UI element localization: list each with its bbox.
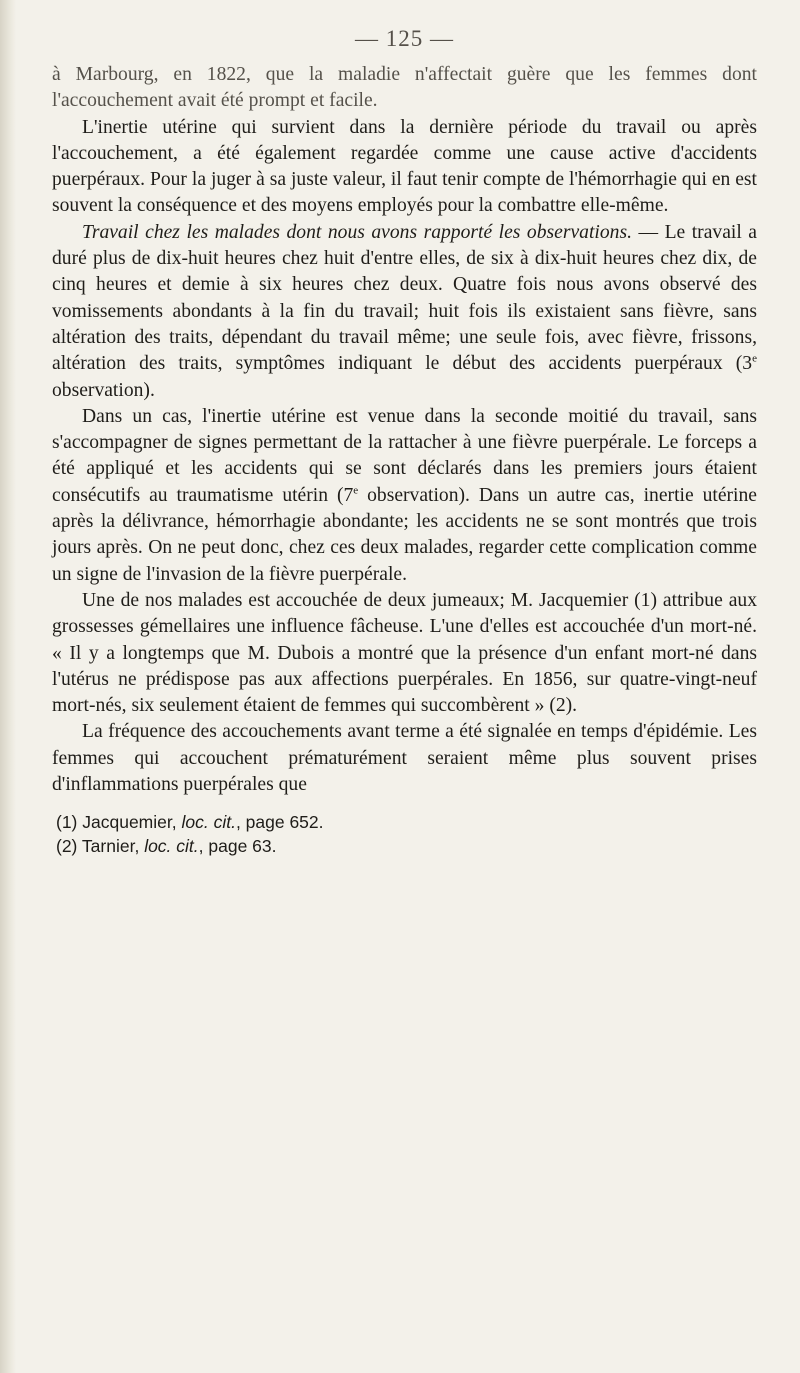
paragraph-premature: La fréquence des accouchements avant terme a été signalée en temps d'épidémie. Les femmes qui accouchent prématurément seraient même plus souvent prises d'inflammations puerpérales que: [52, 721, 757, 796]
paragraph-forceps-a: Dans un cas, l'inertie utérine est venue dans la seconde moitié du travail, sans s'accompagner de signes permettant de la rattacher à une fièvre puerpérale. Le forceps a été appliqué et les accidents qui se sont déclarés dans les premiers jours étaient consécutifs au traumatisme utérin (7: [52, 405, 757, 506]
paragraph-labour-end: observation).: [52, 379, 155, 401]
footnote-2: (2) Tarnier, loc. cit., page 63.: [56, 836, 277, 857]
paragraph-twins: Une de nos malades est accouchée de deux jumeaux; M. Jacquemier (1) attribue aux grossesses gémellaires une influence fâcheuse. L'une d'elles est accouchée d'un mort-né. « Il y a longtemps que M. Dubois a montré que la présence d'un enfant mort-né dans l'utérus ne prédispose pas aux affections puerpérales. En 1856, sur quatre-vingt-neuf mort-nés, six seulement étaient de femmes qui succombèrent » (2).: [52, 589, 757, 717]
page-edge-shadow: [0, 0, 16, 1373]
superscript: e: [353, 484, 359, 497]
paragraph-labour-body: — Le travail a duré plus de dix-huit heures chez huit d'entre elles, de six à dix-huit heures chez dix, de cinq heures et demie à six heures chez deux. Quatre fois nous avons observé des vomissements abondants à la fin du travail; huit fois ils existaient sans fièvre, sans altération des traits, dépendant du travail même; une seule fois, avec fièvre, frissons, altération des traits, symptômes indiquant le début des accidents puerpéraux (3: [52, 221, 757, 375]
superscript: e: [752, 352, 757, 365]
paragraph-forceps-b: observation). Dans un autre cas, inertie utérine après la délivrance, hémorrhagie abondante; les accidents ne se sont montrés que trois jours après. On ne peut donc, chez ces deux malades, regarder cette complication comme un signe de l'invasion de la fièvre puerpérale.: [52, 484, 757, 585]
footnotes: [52, 810, 757, 858]
section-heading: Travail chez les malades dont nous avons rapporté les observations.: [82, 221, 632, 243]
page-number: — 125 —: [355, 26, 454, 51]
book-page: [52, 26, 757, 858]
paragraph-forceps: [52, 404, 757, 588]
footnote-1: (1) Jacquemier, loc. cit., page 652.: [56, 812, 324, 833]
paragraph-labour: [52, 220, 757, 404]
paragraph-continuation: à Marbourg, en 1822, que la maladie n'affectait guère que les femmes dont l'accouchement avait été prompt et facile.: [52, 64, 757, 112]
paragraph-uterine-inertia: L'inertie utérine qui survient dans la dernière période du travail ou après l'accouchement, a été également regardée comme une cause active d'accidents puerpéraux. Pour la juger à sa juste valeur, il faut tenir compte de l'hémorrhagie qui en est souvent la conséquence et des moyens employés pour la combattre elle-même.: [52, 116, 757, 217]
